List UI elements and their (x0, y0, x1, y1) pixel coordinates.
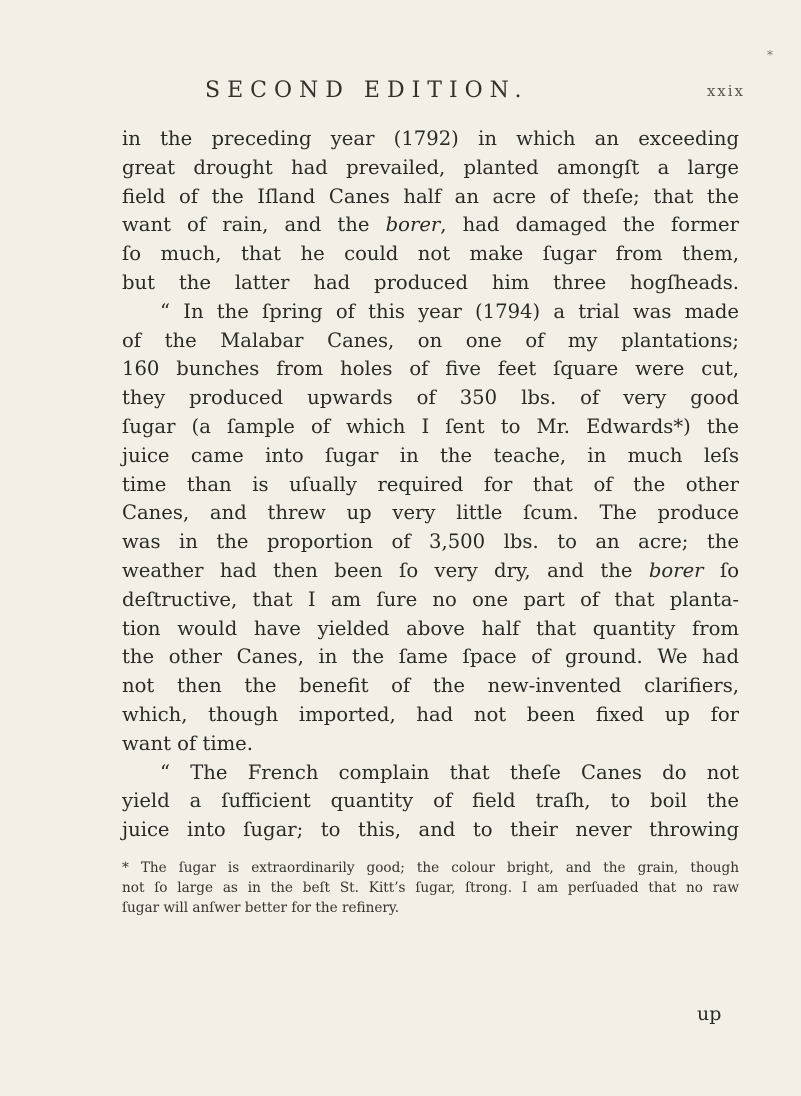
text-line: weather had then been ſo very dry, and the borer ſo (122, 558, 739, 582)
text-line: “ In the ſpring of this year (1794) a trial was made (160, 299, 739, 323)
running-header (205, 78, 745, 110)
text-line: great drought had prevailed, planted amongſt a large (122, 155, 739, 179)
text-line: Canes, and threw up very little ſcum. The produce (122, 501, 739, 525)
footnote-line: ſugar will anſwer better for the refinery. (122, 900, 400, 916)
catchword: up (697, 1003, 722, 1025)
page-mark: * (767, 48, 773, 62)
text-line: of the Malabar Canes, on one of my plantations; (122, 328, 739, 352)
text-line: “ The French complain that theſe Canes do not (160, 760, 739, 784)
text-line: want of time. (122, 731, 253, 755)
text-line: ſo much, that he could not make ſugar from them, (122, 242, 739, 266)
text-line: was in the proportion of 3,500 lbs. to an acre; the (122, 530, 739, 554)
text-line: but the latter had produced him three hogſheads. (122, 270, 739, 294)
text-line: ſugar (a ſample of which I ſent to Mr. Edwards*) the (122, 414, 739, 438)
text-line: field of the Iſland Canes half an acre of theſe; that the (122, 184, 739, 208)
running-title: SECOND EDITION. (205, 78, 529, 103)
text-line: deſtructive, that I am ſure no one part of that planta- (122, 587, 739, 611)
text-line: the other Canes, in the ſame ſpace of ground. We had (122, 645, 739, 669)
text-line: juice into ſugar; to this, and to their never throwing (122, 818, 739, 842)
text-line: yield a ſufficient quantity of field traſh, to boil the (122, 789, 739, 813)
footnote (122, 858, 739, 918)
text-line: juice came into ſugar in the teache, in much leſs (122, 443, 739, 467)
text-line: tion would have yielded above half that quantity from (122, 616, 739, 640)
text-line: time than is uſually required for that of the other (122, 472, 739, 496)
page-number: xxix (706, 82, 745, 100)
text-line: not then the benefit of the new-invented clarifiers, (122, 674, 739, 698)
text-line: in the preceding year (1792) in which an exceeding (122, 127, 739, 150)
footnote-line: * The ſugar is extraordinarily good; the colour bright, and the grain, though (122, 860, 739, 876)
text-line: 160 bunches from holes of five feet ſquare were cut, (122, 357, 739, 381)
footnote-line: not ſo large as in the beſt St. Kitt’s ſugar, ſtrong. I am perſuaded that no raw (122, 880, 739, 896)
text-line: which, though imported, had not been fixed up for (122, 702, 739, 726)
body-text (122, 125, 739, 845)
text-line: they produced upwards of 350 lbs. of very good (122, 386, 739, 410)
text-line: want of rain, and the borer, had damaged the former (122, 213, 740, 237)
